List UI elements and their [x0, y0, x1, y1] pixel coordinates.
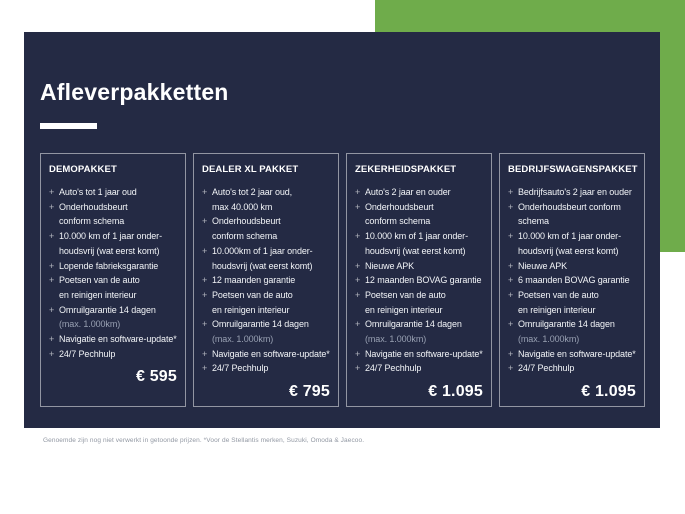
- feature-text: Poetsen van de auto: [518, 289, 599, 300]
- plus-bullet-icon: +: [355, 363, 361, 374]
- feature-text: Poetsen van de auto: [59, 275, 140, 286]
- feature-text: Onderhoudsbeurt conform: [518, 201, 621, 212]
- feature-line: [355, 229, 483, 244]
- plus-bullet-icon: +: [202, 319, 208, 330]
- feature-line: [202, 273, 330, 288]
- package-title: ZEKERHEIDSPAKKET: [355, 164, 457, 175]
- content-panel: [24, 32, 660, 428]
- feature-line: [355, 259, 483, 274]
- feature-text: 24/7 Pechhulp: [59, 348, 116, 359]
- feature-text: Poetsen van de auto: [212, 289, 293, 300]
- feature-line: [355, 347, 483, 362]
- plus-bullet-icon: +: [508, 231, 514, 242]
- feature-line: [49, 332, 177, 347]
- feature-text: Onderhoudsbeurt: [212, 216, 281, 227]
- feature-line: [49, 214, 177, 229]
- plus-bullet-icon: +: [49, 231, 55, 242]
- feature-line: [202, 244, 330, 259]
- feature-line: [508, 214, 636, 229]
- feature-line: [49, 229, 177, 244]
- feature-text: Auto's tot 1 jaar oud: [59, 187, 137, 197]
- feature-text: 10.000 km of 1 jaar onder-: [518, 231, 621, 242]
- feature-text: schema: [518, 216, 549, 227]
- plus-bullet-icon: +: [508, 260, 514, 271]
- feature-line: [355, 185, 483, 200]
- feature-line: [508, 273, 636, 288]
- plus-bullet-icon: +: [508, 275, 514, 286]
- feature-line: [355, 303, 483, 318]
- feature-text: Onderhoudsbeurt: [59, 201, 128, 212]
- feature-text: Lopende fabrieksgarantie: [59, 260, 159, 271]
- feature-text: Poetsen van de auto: [365, 289, 446, 300]
- feature-line: [49, 288, 177, 303]
- package-title: BEDRIJFSWAGENSPAKKET: [508, 164, 638, 175]
- plus-bullet-icon: +: [355, 319, 361, 330]
- feature-line: [355, 200, 483, 215]
- feature-line: [508, 259, 636, 274]
- feature-line: [355, 244, 483, 259]
- package-price: € 595: [135, 368, 177, 386]
- feature-text: 10.000 km of 1 jaar onder-: [365, 231, 468, 242]
- feature-text: (max. 1.000km): [59, 319, 121, 330]
- feature-text: houdsvrij (wat eerst komt): [518, 245, 619, 256]
- feature-line: [508, 317, 636, 332]
- plus-bullet-icon: +: [508, 319, 514, 330]
- feature-line: [49, 259, 177, 274]
- package-price: € 1.095: [428, 383, 483, 401]
- plus-bullet-icon: +: [355, 260, 361, 271]
- feature-text: Omruilgarantie 14 dagen: [518, 319, 615, 330]
- plus-bullet-icon: +: [49, 348, 55, 359]
- feature-text: (max. 1.000km): [518, 334, 580, 345]
- feature-text: (max. 1.000km): [365, 334, 427, 345]
- feature-text: houdsvrij (wat eerst komt): [212, 260, 313, 271]
- plus-bullet-icon: +: [355, 187, 361, 197]
- feature-line: [508, 347, 636, 362]
- feature-text: conform schema: [212, 231, 278, 242]
- package-title: DEMOPAKKET: [49, 164, 117, 175]
- feature-text: 6 maanden BOVAG garantie: [518, 275, 630, 286]
- package-card: [499, 153, 645, 407]
- plus-bullet-icon: +: [355, 231, 361, 242]
- feature-text: Navigatie en software-update*: [365, 348, 483, 359]
- feature-text: 12 maanden BOVAG garantie: [365, 275, 482, 286]
- feature-line: [49, 317, 177, 332]
- plus-bullet-icon: +: [49, 260, 55, 271]
- feature-text: Nieuwe APK: [518, 260, 568, 271]
- feature-text: conform schema: [59, 216, 125, 227]
- feature-line: [202, 288, 330, 303]
- feature-line: [508, 332, 636, 347]
- feature-line: [508, 288, 636, 303]
- feature-list: [508, 185, 636, 376]
- feature-line: [202, 185, 330, 200]
- feature-text: Navigatie en software-update*: [212, 348, 330, 359]
- page-title: Afleverpakketten: [40, 79, 229, 105]
- feature-text: 10.000km of 1 jaar onder-: [212, 245, 313, 256]
- feature-list: [49, 185, 177, 361]
- feature-line: [202, 332, 330, 347]
- feature-line: [508, 303, 636, 318]
- feature-text: Omruilgarantie 14 dagen: [59, 304, 156, 315]
- footnote: Genoemde zijn nog niet verwerkt in getoonde prijzen. *Voor de Stellantis merken, Suzuki, Omoda & Jaecoo.: [43, 437, 365, 444]
- feature-line: [202, 303, 330, 318]
- feature-line: [355, 273, 483, 288]
- feature-line: [202, 259, 330, 274]
- feature-line: [508, 361, 636, 376]
- feature-text: Auto's 2 jaar en ouder: [365, 187, 451, 197]
- plus-bullet-icon: +: [355, 275, 361, 286]
- feature-line: [202, 361, 330, 376]
- feature-text: houdsvrij (wat eerst komt): [59, 245, 160, 256]
- feature-line: [355, 214, 483, 229]
- feature-line: [355, 332, 483, 347]
- feature-text: en reinigen interieur: [365, 304, 443, 315]
- feature-line: [508, 185, 636, 200]
- feature-line: [49, 347, 177, 362]
- feature-text: (max. 1.000km): [212, 334, 274, 345]
- feature-line: [355, 317, 483, 332]
- feature-text: en reinigen interieur: [518, 304, 596, 315]
- feature-line: [49, 273, 177, 288]
- plus-bullet-icon: +: [49, 334, 55, 345]
- plus-bullet-icon: +: [202, 216, 208, 227]
- feature-text: max 40.000 km: [212, 201, 273, 212]
- plus-bullet-icon: +: [202, 245, 208, 256]
- plus-bullet-icon: +: [508, 187, 514, 197]
- feature-text: houdsvrij (wat eerst komt): [365, 245, 466, 256]
- title-underline: [40, 123, 97, 129]
- plus-bullet-icon: +: [202, 348, 208, 359]
- feature-text: Navigatie en software-update*: [59, 334, 177, 345]
- feature-line: [508, 229, 636, 244]
- feature-line: [202, 200, 330, 215]
- feature-list: [355, 185, 483, 376]
- plus-bullet-icon: +: [508, 348, 514, 359]
- feature-line: [508, 244, 636, 259]
- feature-line: [49, 200, 177, 215]
- feature-text: 10.000 km of 1 jaar onder-: [59, 231, 162, 242]
- feature-line: [355, 288, 483, 303]
- package-card: [40, 153, 186, 407]
- plus-bullet-icon: +: [355, 201, 361, 212]
- plus-bullet-icon: +: [49, 187, 55, 197]
- feature-text: en reinigen interieur: [212, 304, 290, 315]
- feature-line: [202, 317, 330, 332]
- feature-line: [49, 303, 177, 318]
- package-title: DEALER XL PAKKET: [202, 164, 299, 175]
- feature-text: Omruilgarantie 14 dagen: [212, 319, 309, 330]
- feature-text: 24/7 Pechhulp: [518, 363, 575, 374]
- plus-bullet-icon: +: [202, 363, 208, 374]
- plus-bullet-icon: +: [508, 289, 514, 300]
- plus-bullet-icon: +: [202, 187, 208, 197]
- plus-bullet-icon: +: [202, 289, 208, 300]
- plus-bullet-icon: +: [202, 275, 208, 286]
- feature-text: Navigatie en software-update*: [518, 348, 636, 359]
- feature-line: [508, 200, 636, 215]
- feature-line: [202, 214, 330, 229]
- plus-bullet-icon: +: [49, 275, 55, 286]
- feature-text: conform schema: [365, 216, 431, 227]
- feature-text: Bedrijfsauto's 2 jaar en ouder: [518, 187, 632, 197]
- feature-text: 24/7 Pechhulp: [212, 363, 269, 374]
- feature-text: Auto's tot 2 jaar oud,: [212, 187, 293, 197]
- plus-bullet-icon: +: [355, 348, 361, 359]
- feature-list: [202, 185, 330, 376]
- feature-line: [355, 361, 483, 376]
- package-price: € 795: [288, 383, 330, 401]
- feature-line: [49, 185, 177, 200]
- packages-row: [40, 153, 645, 407]
- plus-bullet-icon: +: [49, 201, 55, 212]
- feature-text: 24/7 Pechhulp: [365, 363, 422, 374]
- feature-line: [202, 229, 330, 244]
- package-card: [193, 153, 339, 407]
- feature-text: Omruilgarantie 14 dagen: [365, 319, 462, 330]
- plus-bullet-icon: +: [508, 363, 514, 374]
- plus-bullet-icon: +: [49, 304, 55, 315]
- feature-line: [49, 244, 177, 259]
- plus-bullet-icon: +: [508, 201, 514, 212]
- plus-bullet-icon: +: [355, 289, 361, 300]
- feature-text: Onderhoudsbeurt: [365, 201, 434, 212]
- feature-line: [202, 347, 330, 362]
- package-card: [346, 153, 492, 407]
- feature-text: Nieuwe APK: [365, 260, 415, 271]
- feature-text: 12 maanden garantie: [212, 275, 296, 286]
- feature-text: en reinigen interieur: [59, 289, 137, 300]
- package-price: € 1.095: [581, 383, 636, 401]
